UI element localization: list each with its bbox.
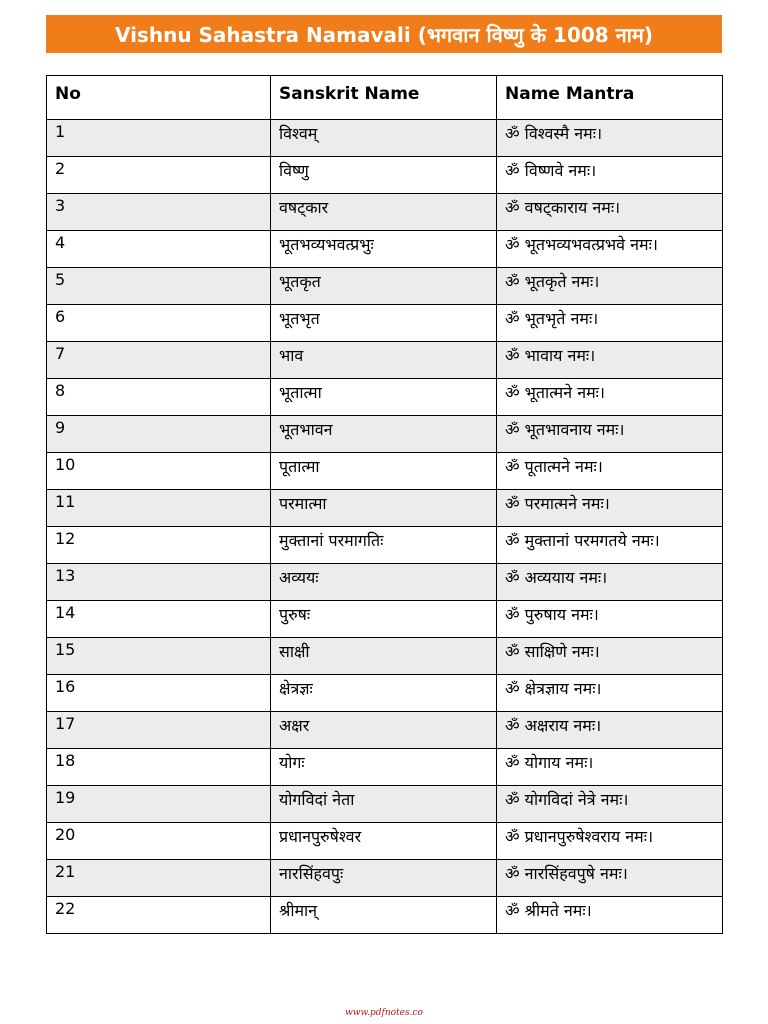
cell-sanskrit-name: भूतभावन — [271, 416, 497, 453]
cell-sanskrit-name: अव्ययः — [271, 564, 497, 601]
cell-name-mantra: ॐ मुक्तानां परमगतये नमः। — [497, 527, 723, 564]
table-row — [47, 194, 723, 231]
cell-no: 4 — [47, 231, 271, 268]
table-row — [47, 231, 723, 268]
cell-sanskrit-name: प्रधानपुरुषेश्वर — [271, 823, 497, 860]
cell-sanskrit-name: विष्णु — [271, 157, 497, 194]
table-row — [47, 860, 723, 897]
cell-no: 18 — [47, 749, 271, 786]
cell-no: 5 — [47, 268, 271, 305]
cell-sanskrit-name: नारसिंहवपुः — [271, 860, 497, 897]
cell-name-mantra: ॐ पूतात्मने नमः। — [497, 453, 723, 490]
table-row — [47, 379, 723, 416]
cell-name-mantra: ॐ भूतभव्यभवत्प्रभवे नमः। — [497, 231, 723, 268]
table-row — [47, 749, 723, 786]
cell-sanskrit-name: वषट्कार — [271, 194, 497, 231]
cell-sanskrit-name: श्रीमान् — [271, 897, 497, 934]
cell-name-mantra: ॐ साक्षिणे नमः। — [497, 638, 723, 675]
table-row — [47, 527, 723, 564]
cell-sanskrit-name: भूतात्मा — [271, 379, 497, 416]
cell-sanskrit-name: मुक्तानां परमागतिः — [271, 527, 497, 564]
cell-sanskrit-name: भूतभव्यभवत्प्रभुः — [271, 231, 497, 268]
cell-no: 20 — [47, 823, 271, 860]
table-row — [47, 120, 723, 157]
cell-name-mantra: ॐ वषट्काराय नमः। — [497, 194, 723, 231]
table-row — [47, 786, 723, 823]
cell-name-mantra: ॐ प्रधानपुरुषेश्वराय नमः। — [497, 823, 723, 860]
cell-no: 19 — [47, 786, 271, 823]
table-row — [47, 268, 723, 305]
table-body — [47, 120, 723, 934]
cell-sanskrit-name: भाव — [271, 342, 497, 379]
cell-sanskrit-name: परमात्मा — [271, 490, 497, 527]
cell-sanskrit-name: योगविदां नेता — [271, 786, 497, 823]
header-sanskrit-name: Sanskrit Name — [271, 76, 497, 120]
table-row — [47, 157, 723, 194]
table-row — [47, 564, 723, 601]
cell-sanskrit-name: साक्षी — [271, 638, 497, 675]
cell-sanskrit-name: भूतभृत — [271, 305, 497, 342]
cell-sanskrit-name: पूतात्मा — [271, 453, 497, 490]
cell-no: 22 — [47, 897, 271, 934]
table-row — [47, 675, 723, 712]
cell-no: 9 — [47, 416, 271, 453]
cell-sanskrit-name: विश्वम् — [271, 120, 497, 157]
table-row — [47, 490, 723, 527]
cell-sanskrit-name: पुरुषः — [271, 601, 497, 638]
cell-no: 17 — [47, 712, 271, 749]
cell-name-mantra: ॐ भूतकृते नमः। — [497, 268, 723, 305]
cell-no: 11 — [47, 490, 271, 527]
cell-no: 7 — [47, 342, 271, 379]
cell-name-mantra: ॐ क्षेत्रज्ञाय नमः। — [497, 675, 723, 712]
cell-name-mantra: ॐ भूतभावनाय नमः। — [497, 416, 723, 453]
cell-name-mantra: ॐ भूतात्मने नमः। — [497, 379, 723, 416]
cell-name-mantra: ॐ अव्ययाय नमः। — [497, 564, 723, 601]
names-table — [46, 75, 723, 934]
table-row — [47, 305, 723, 342]
header-name-mantra: Name Mantra — [497, 76, 723, 120]
title-banner — [46, 15, 722, 53]
cell-name-mantra: ॐ योगाय नमः। — [497, 749, 723, 786]
cell-no: 16 — [47, 675, 271, 712]
cell-no: 14 — [47, 601, 271, 638]
cell-no: 2 — [47, 157, 271, 194]
cell-sanskrit-name: क्षेत्रज्ञः — [271, 675, 497, 712]
table-row — [47, 342, 723, 379]
table-row — [47, 416, 723, 453]
cell-name-mantra: ॐ भावाय नमः। — [497, 342, 723, 379]
table-row — [47, 638, 723, 675]
cell-sanskrit-name: अक्षर — [271, 712, 497, 749]
footer-url: www.pdfnotes.co — [345, 1008, 423, 1018]
table-row — [47, 453, 723, 490]
header-no: No — [47, 76, 271, 120]
cell-no: 8 — [47, 379, 271, 416]
cell-name-mantra: ॐ विश्वस्मै नमः। — [497, 120, 723, 157]
table-header-row — [47, 76, 723, 120]
table-row — [47, 601, 723, 638]
cell-name-mantra: ॐ पुरुषाय नमः। — [497, 601, 723, 638]
cell-no: 6 — [47, 305, 271, 342]
cell-name-mantra: ॐ परमात्मने नमः। — [497, 490, 723, 527]
cell-name-mantra: ॐ योगविदां नेत्रे नमः। — [497, 786, 723, 823]
cell-no: 12 — [47, 527, 271, 564]
cell-name-mantra: ॐ अक्षराय नमः। — [497, 712, 723, 749]
cell-name-mantra: ॐ नारसिंहवपुषे नमः। — [497, 860, 723, 897]
table-row — [47, 712, 723, 749]
cell-no: 3 — [47, 194, 271, 231]
cell-name-mantra: ॐ भूतभृते नमः। — [497, 305, 723, 342]
cell-no: 15 — [47, 638, 271, 675]
cell-no: 10 — [47, 453, 271, 490]
cell-name-mantra: ॐ विष्णवे नमः। — [497, 157, 723, 194]
cell-no: 1 — [47, 120, 271, 157]
page-title: Vishnu Sahastra Namavali (भगवान विष्णु के 1008 नाम) — [114, 22, 654, 47]
cell-sanskrit-name: भूतकृत — [271, 268, 497, 305]
cell-no: 13 — [47, 564, 271, 601]
cell-name-mantra: ॐ श्रीमते नमः। — [497, 897, 723, 934]
cell-sanskrit-name: योगः — [271, 749, 497, 786]
cell-no: 21 — [47, 860, 271, 897]
table-row — [47, 823, 723, 860]
table-row — [47, 897, 723, 934]
